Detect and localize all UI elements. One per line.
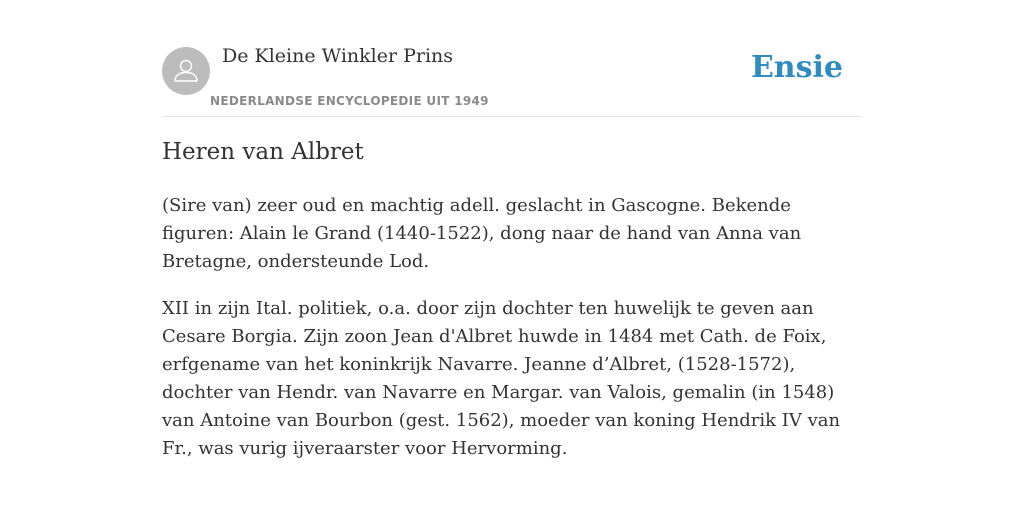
source-title[interactable]: De Kleine Winkler Prins [222,45,454,67]
article-title: Heren van Albret [162,139,364,165]
article-paragraph: XII in zijn Ital. politiek, o.a. door zijn dochter ten huwelijk te geven aan Cesare Borgia. Zijn zoon Jean d'Albret huwde in 1484 met Cath. de Foix, erfgename van het koninkrijk Navarre. Jeanne d’Albret, (1528-1572), dochter van Hendr. van Navarre en Margar. van Valois, gemalin (in 1548) van Antoine van Bourbon (gest. 1562), moeder van koning Hendrik IV van Fr., was vurig ijveraarster voor Hervorming. [162,298,841,459]
user-icon [162,47,210,95]
ensie-logo[interactable]: Ensie [750,50,843,85]
article-paragraph: (Sire van) zeer oud en machtig adell. geslacht in Gascogne. Bekende figuren: Alain le Grand (1440-1522), dong naar de hand van Anna van Bretagne, ondersteunde Lod. [162,195,802,272]
article-body [162,192,862,482]
source-header [162,0,862,117]
source-subtitle: NEDERLANDSE ENCYCLOPEDIE UIT 1949 [210,94,489,108]
avatar[interactable] [162,47,210,95]
